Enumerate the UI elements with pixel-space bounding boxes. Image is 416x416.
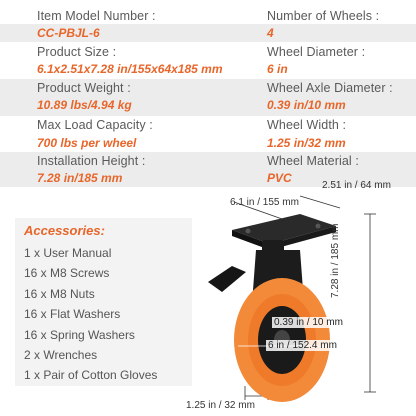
- spec-value-axle: 0.39 in/10 mm: [267, 98, 346, 112]
- spec-value-diameter: 6 in: [267, 62, 288, 76]
- spec-value-wheels: 4: [267, 26, 274, 40]
- accessory-item: 16 x Spring Washers: [24, 328, 135, 342]
- spec-label-size: Product Size :: [37, 45, 117, 59]
- dimension-width: 2.51 in / 64 mm: [322, 180, 391, 191]
- dimension-tread-width: 1.25 in / 32 mm: [186, 400, 255, 411]
- accessory-item: 1 x Pair of Cotton Gloves: [24, 368, 158, 382]
- dimension-diameter: 6 in / 152.4 mm: [268, 340, 337, 351]
- spec-value-weight: 10.89 lbs/4.94 kg: [37, 98, 132, 112]
- accessory-item: 16 x M8 Nuts: [24, 287, 95, 301]
- spec-value-width: 1.25 in/32 mm: [267, 136, 346, 150]
- accessory-item: 2 x Wrenches: [24, 348, 98, 362]
- spec-value-load: 700 lbs per wheel: [37, 136, 137, 150]
- accessory-item: 16 x M8 Screws: [24, 266, 110, 280]
- dimension-length: 6.1 in / 155 mm: [230, 197, 299, 208]
- spec-value-model: CC-PBJL-6: [37, 26, 100, 40]
- spec-label-wheels: Number of Wheels :: [267, 9, 380, 23]
- spec-label-model: Item Model Number :: [37, 9, 156, 23]
- spec-label-diameter: Wheel Diameter :: [267, 45, 366, 59]
- accessory-item: 16 x Flat Washers: [24, 307, 121, 321]
- spec-label-width: Wheel Width :: [267, 118, 347, 132]
- accessory-item: 1 x User Manual: [24, 246, 112, 260]
- spec-label-material: Wheel Material :: [267, 154, 359, 168]
- spec-value-material: PVC: [267, 171, 292, 185]
- spec-label-weight: Product Weight :: [37, 81, 131, 95]
- spec-value-install-height: 7.28 in/185 mm: [37, 171, 123, 185]
- spec-label-axle: Wheel Axle Diameter :: [267, 81, 393, 95]
- spec-label-load: Max Load Capacity :: [37, 118, 153, 132]
- dimension-height: 7.28 in / 185 mm: [330, 223, 341, 298]
- spec-value-size: 6.1x2.51x7.28 in/155x64x185 mm: [37, 62, 223, 76]
- dimension-axle: 0.39 in / 10 mm: [274, 317, 343, 328]
- spec-label-install-height: Installation Height :: [37, 154, 146, 168]
- accessories-title: Accessories:: [24, 223, 105, 238]
